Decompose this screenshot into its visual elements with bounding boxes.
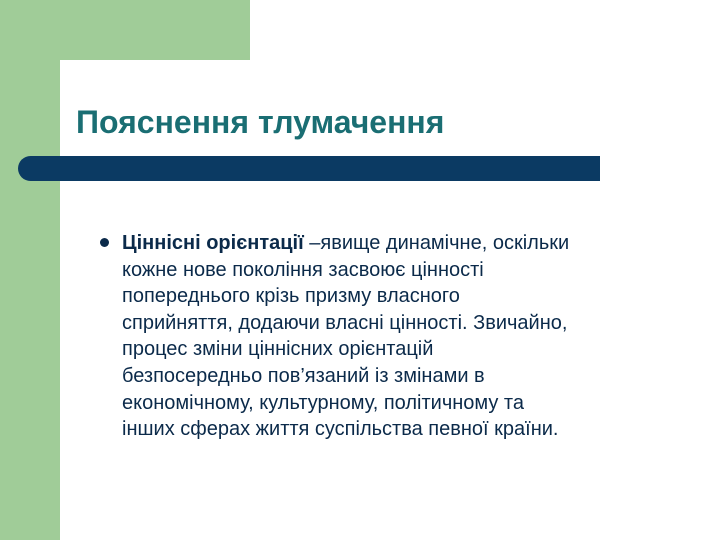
slide-title: Пояснення тлумачення: [76, 104, 445, 140]
green-accent-vertical: [0, 0, 60, 540]
bullet-text-line: кожне нове покоління засвоює цінності: [122, 258, 484, 281]
bullet-item: [100, 230, 680, 443]
bullet-text-line: безпосередньо пов’язаний із змінами в: [122, 364, 485, 387]
title-underline-bar: [18, 156, 600, 181]
bullet-text-line: процес зміни ціннісних орієнтацій: [122, 338, 434, 361]
bullet-text-line: сприйняття, додаючи власні цінності. Звичайно,: [122, 311, 568, 334]
bullet-text-line: –явище динамічне, оскільки: [309, 232, 570, 254]
bullet-term: Ціннісні орієнтації: [122, 232, 310, 254]
green-accent-top: [0, 0, 250, 60]
slide-content: [100, 230, 680, 443]
bullet-line-first: [122, 230, 680, 257]
bullet-text-line: інших сферах життя суспільства певної країни.: [122, 418, 559, 441]
bullet-text-line: економічному, культурному, політичному та: [122, 391, 524, 414]
bullet-dot-icon: [100, 238, 109, 247]
bullet-text-line: попереднього крізь призму власного: [122, 285, 460, 308]
